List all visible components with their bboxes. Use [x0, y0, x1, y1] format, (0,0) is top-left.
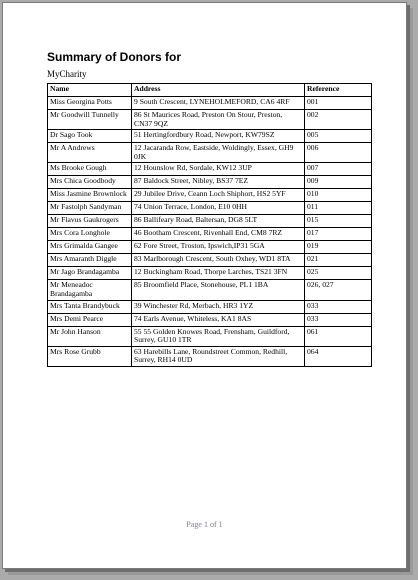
donor-address-cell: 83 Marlborough Crescent, South Oxhey, WD1 8TA — [132, 254, 305, 267]
organisation-name: MyCharity — [47, 69, 87, 79]
donor-address-cell: 63 Harebills Lane, Roundstreet Common, Redhill, Surrey, RH14 0UD — [132, 346, 305, 366]
donor-reference-cell: 007 — [305, 163, 372, 176]
table-row — [48, 215, 372, 228]
table-row — [48, 189, 372, 202]
donor-reference-cell: 010 — [305, 189, 372, 202]
donor-address-cell: 39 Winchester Rd, Merbach, HR3 1YZ — [132, 300, 305, 313]
donor-address-cell: 29 Jubilee Drive, Ceann Loch Shiphort, HS2 5YF — [132, 189, 305, 202]
donor-address-cell: 85 Broomfield Place, Stonehouse, PL1 1BA — [132, 280, 305, 300]
donor-address-cell: 74 Union Terrace, London, E10 0HH — [132, 202, 305, 215]
donor-reference-cell: 006 — [305, 143, 372, 163]
table-row — [48, 97, 372, 110]
donor-address-cell: 12 Hounslow Rd, Sordale, KW12 3UP — [132, 163, 305, 176]
table-row — [48, 176, 372, 189]
donor-reference-cell: 001 — [305, 97, 372, 110]
header-name: Name — [48, 84, 132, 97]
donor-reference-cell: 002 — [305, 110, 372, 130]
donor-name-cell: Mr Jago Brandagamba — [48, 267, 132, 280]
donor-address-cell: 86 Ballifeary Road, Baltersan, DG8 5LT — [132, 215, 305, 228]
donor-name-cell: Miss Georgina Potts — [48, 97, 132, 110]
table-row — [48, 163, 372, 176]
donor-address-cell: 55 55 Golden Knowes Road, Frensham, Guildford, Surrey, GU10 1TR — [132, 326, 305, 346]
donor-name-cell: Mrs Tanta Brandybuck — [48, 300, 132, 313]
table-row — [48, 110, 372, 130]
header-address: Address — [132, 84, 305, 97]
table-row — [48, 346, 372, 366]
donor-address-cell: 9 South Crescent, LYNEHOLMEFORD, CA6 4RF — [132, 97, 305, 110]
header-reference: Reference — [305, 84, 372, 97]
donor-reference-cell: 033 — [305, 300, 372, 313]
table-row — [48, 280, 372, 300]
donor-name-cell: Mrs Grimalda Gangee — [48, 241, 132, 254]
donor-reference-cell: 011 — [305, 202, 372, 215]
donor-reference-cell: 021 — [305, 254, 372, 267]
donor-reference-cell: 015 — [305, 215, 372, 228]
donor-name-cell: Mr Goodwill Tunnelly — [48, 110, 132, 130]
donor-reference-cell: 009 — [305, 176, 372, 189]
donor-name-cell: Mrs Amaranth Diggle — [48, 254, 132, 267]
donor-name-cell: Mr Flavus Gaukrogers — [48, 215, 132, 228]
table-row — [48, 143, 372, 163]
donor-name-cell: Mrs Rose Grubb — [48, 346, 132, 366]
donor-name-cell: Mrs Demi Pearce — [48, 313, 132, 326]
donor-reference-cell: 064 — [305, 346, 372, 366]
table-header-row — [48, 84, 372, 97]
donor-name-cell: Mr Fastolph Sandyman — [48, 202, 132, 215]
table-row — [48, 228, 372, 241]
page-number: Page 1 of 1 — [186, 520, 223, 529]
table-row — [48, 267, 372, 280]
donor-name-cell: Dr Sago Took — [48, 130, 132, 143]
donor-reference-cell: 026, 027 — [305, 280, 372, 300]
donor-reference-cell: 019 — [305, 241, 372, 254]
table-row — [48, 241, 372, 254]
donor-name-cell: Miss Jasmine Brownlock — [48, 189, 132, 202]
donor-name-cell: Mr Meneadoc Brandagamba — [48, 280, 132, 300]
donor-reference-cell: 017 — [305, 228, 372, 241]
donor-name-cell: Mrs Chica Goodbody — [48, 176, 132, 189]
donor-address-cell: 12 Buckingham Road, Thorpe Larches, TS21 3FN — [132, 267, 305, 280]
donor-name-cell: Mrs Cora Longhole — [48, 228, 132, 241]
donor-address-cell: 86 St Maurices Road, Preston On Stour, Preston, CN37 9QZ — [132, 110, 305, 130]
table-row — [48, 202, 372, 215]
donor-name-cell: Ms Brooke Gough — [48, 163, 132, 176]
table-row — [48, 130, 372, 143]
report-page — [2, 2, 407, 569]
table-row — [48, 326, 372, 346]
donor-address-cell: 87 Baldock Street, Nibley, BS37 7EZ — [132, 176, 305, 189]
donor-reference-cell: 033 — [305, 313, 372, 326]
donor-reference-cell: 025 — [305, 267, 372, 280]
donors-table — [47, 83, 372, 367]
donor-address-cell: 62 Fore Street, Troston, Ipswich,IP31 5GA — [132, 241, 305, 254]
donor-name-cell: Mr John Hanson — [48, 326, 132, 346]
donor-address-cell: 51 Hertingfordbury Road, Newport, KW79SZ — [132, 130, 305, 143]
donor-reference-cell: 061 — [305, 326, 372, 346]
donor-name-cell: Mr A Andrews — [48, 143, 132, 163]
table-row — [48, 254, 372, 267]
table-row — [48, 313, 372, 326]
donor-address-cell: 74 Earls Avenue, Whiteless, KA1 8AS — [132, 313, 305, 326]
report-title: Summary of Donors for — [47, 50, 182, 64]
donor-address-cell: 46 Bootham Crescent, Rivenhall End, CM8 7RZ — [132, 228, 305, 241]
donor-address-cell: 12 Jacaranda Row, Eastside, Woldingly, Essex, GH9 0JK — [132, 143, 305, 163]
table-row — [48, 300, 372, 313]
donor-reference-cell: 005 — [305, 130, 372, 143]
